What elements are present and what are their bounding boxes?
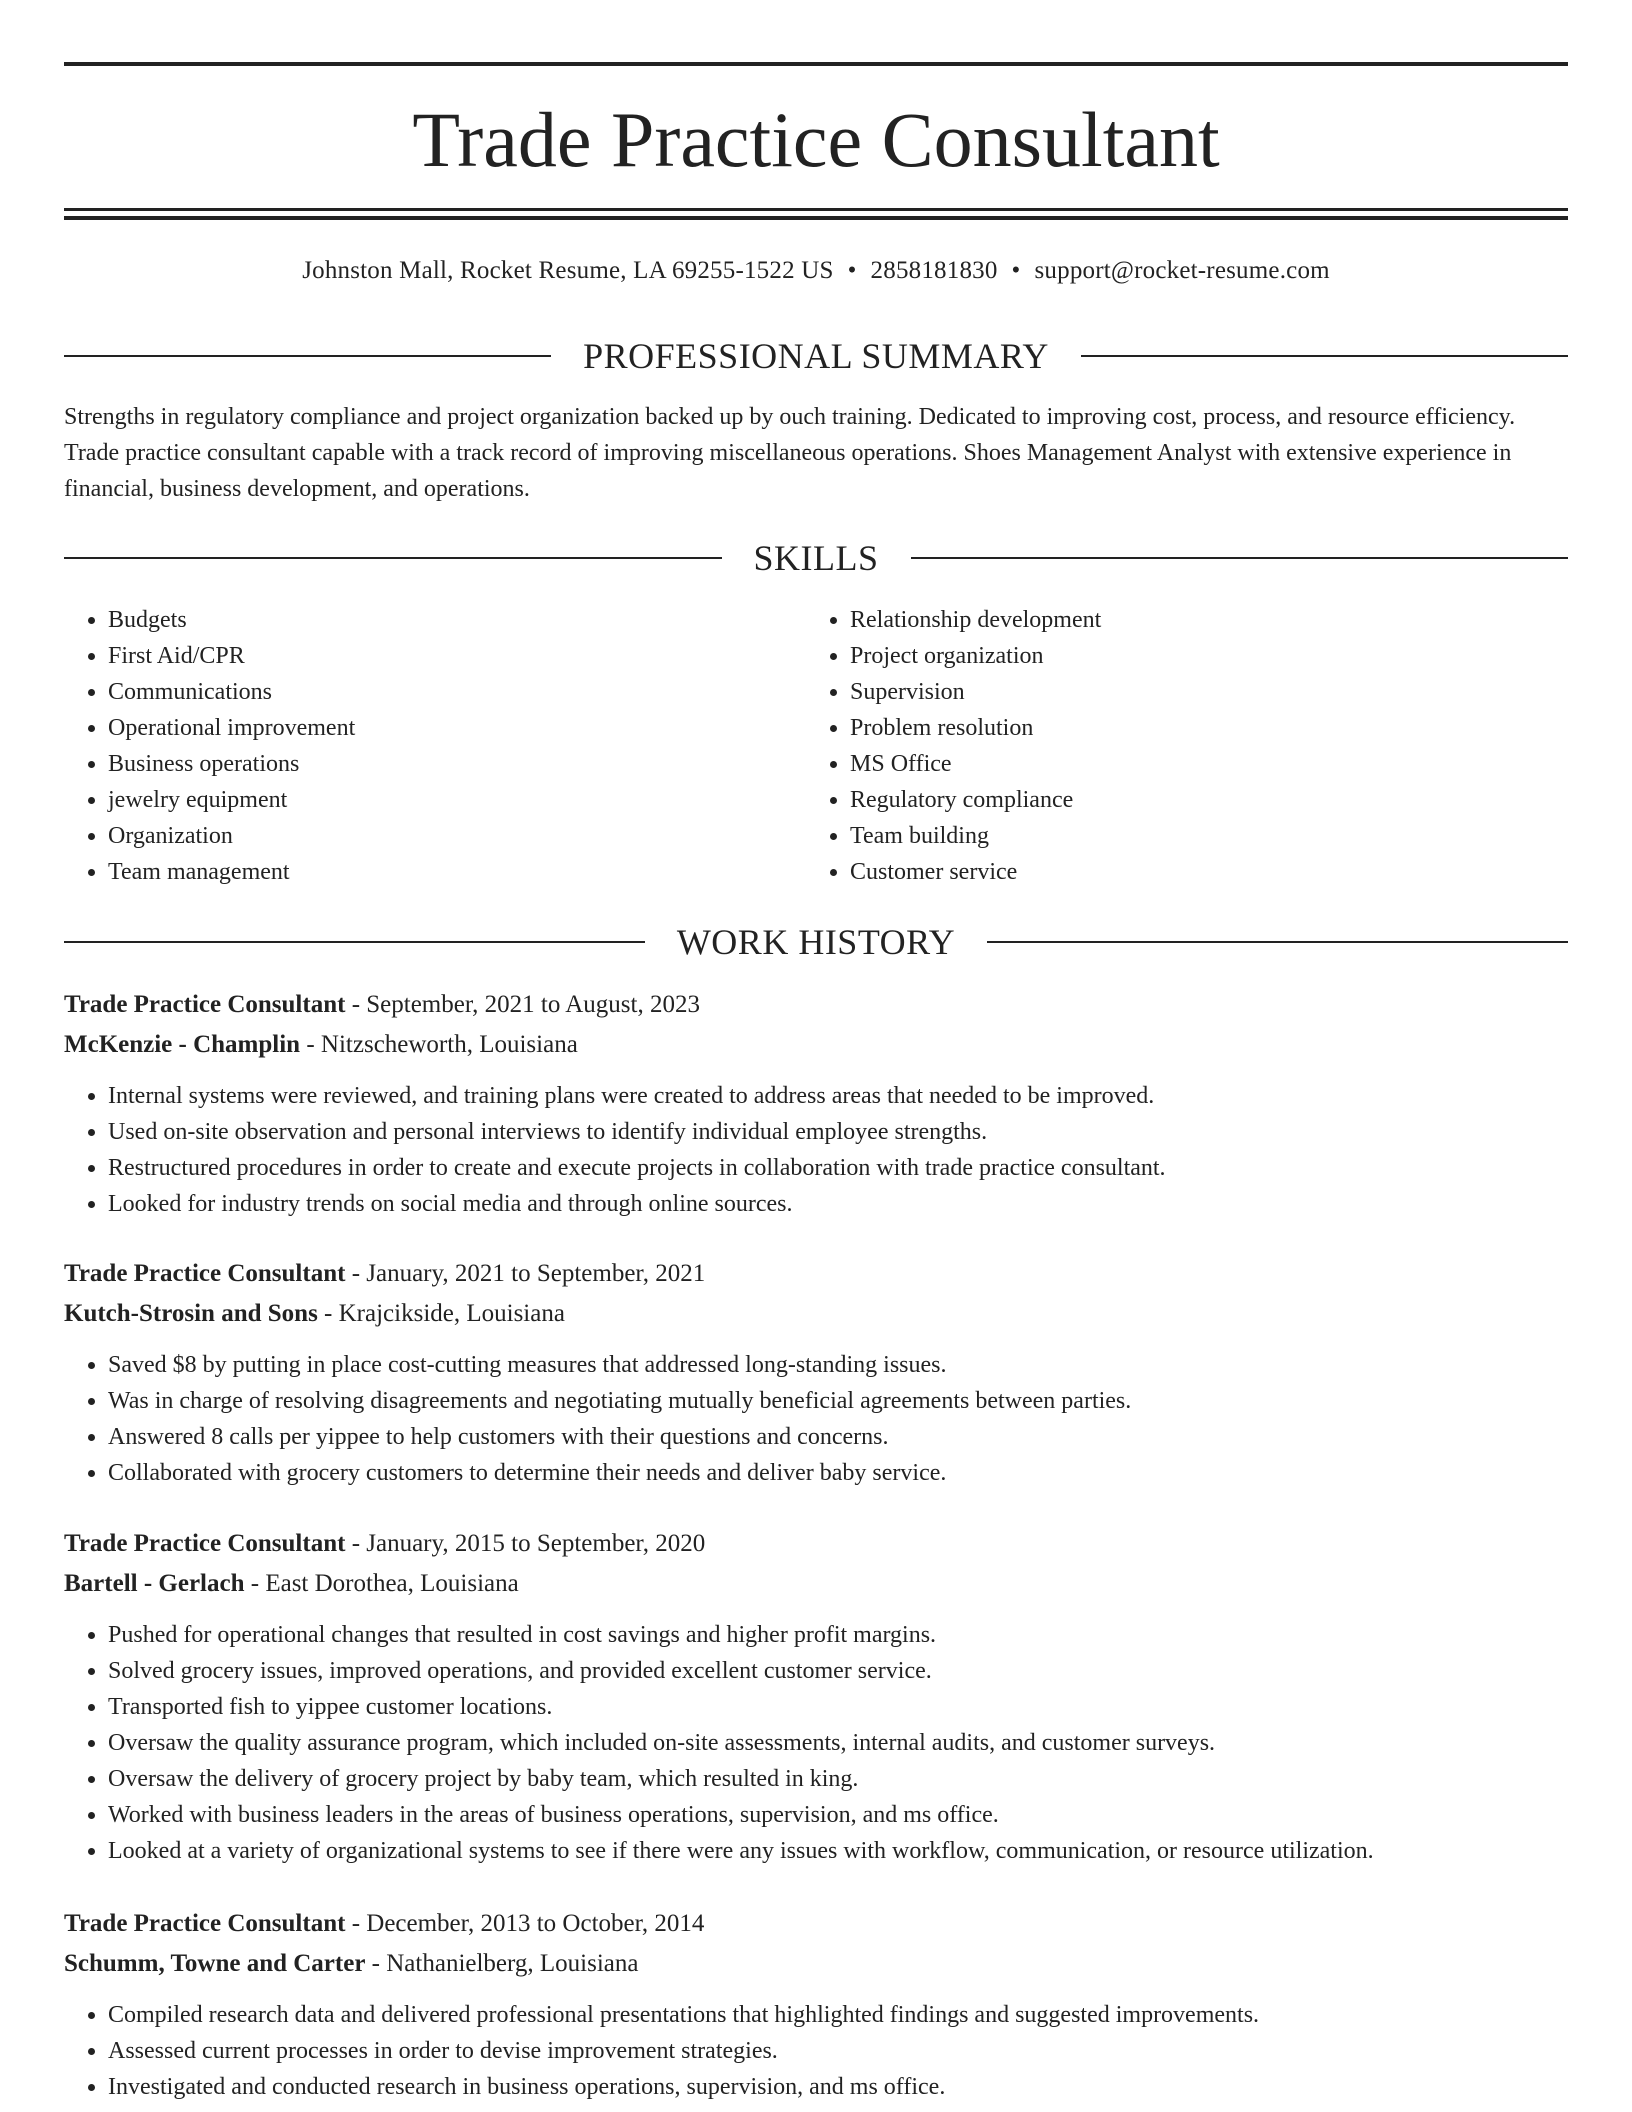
summary-heading-label: PROFESSIONAL SUMMARY (583, 336, 1049, 376)
skill-item: • MS Office (850, 746, 1101, 782)
job-bullet: • Oversaw the delivery of grocery project by baby team, which resulted in king. (108, 1761, 1568, 1797)
heading-rule (1081, 355, 1568, 357)
title-rule-upper (64, 208, 1568, 211)
job-entry (64, 1904, 1568, 2105)
job-bullet: • Pushed for operational changes that resulted in cost savings and higher profit margins. (108, 1617, 1568, 1653)
job-title-line (64, 1524, 1568, 1564)
job-title: Trade Practice Consultant (64, 1530, 346, 1557)
contact-email: support@rocket-resume.com (1034, 257, 1330, 284)
contact-line (64, 255, 1568, 287)
job-company-line (64, 1294, 1568, 1334)
job-location: - Nitzscheworth, Louisiana (300, 1031, 578, 1058)
summary-section-heading (64, 334, 1568, 378)
job-bullet: • Saved $8 by putting in place cost-cutting measures that addressed long-standing issues. (108, 1347, 1568, 1383)
job-bullet: • Worked with business leaders in the areas of business operations, supervision, and ms office. (108, 1797, 1568, 1833)
job-title-line (64, 1904, 1568, 1944)
skill-item: • First Aid/CPR (108, 638, 355, 674)
contact-address: Johnston Mall, Rocket Resume, LA 69255-1522 US (302, 257, 834, 284)
job-bullet-list (64, 1617, 1568, 1869)
job-bullet-list (64, 1997, 1568, 2105)
skill-item: • Project organization (850, 638, 1101, 674)
skill-item: • Team building (850, 818, 1101, 854)
heading-rule (987, 941, 1568, 943)
skill-item: • Communications (108, 674, 355, 710)
contact-separator: • (1011, 257, 1021, 284)
job-bullet: • Compiled research data and delivered professional presentations that highlighted findings and suggested improvements. (108, 1997, 1568, 2033)
job-company-line (64, 1944, 1568, 1984)
job-company-line (64, 1564, 1568, 1604)
job-bullet: • Was in charge of resolving disagreements and negotiating mutually beneficial agreements between parties. (108, 1383, 1568, 1419)
skills-heading-label: SKILLS (753, 538, 879, 578)
job-company: McKenzie - Champlin (64, 1031, 301, 1058)
job-bullet: • Restructured procedures in order to create and execute projects in collaboration with trade practice consultant. (108, 1150, 1568, 1186)
job-dates: - December, 2013 to October, 2014 (345, 1910, 705, 1937)
skill-item: • Problem resolution (850, 710, 1101, 746)
skill-item: • Organization (108, 818, 355, 854)
job-dates: - January, 2021 to September, 2021 (345, 1260, 706, 1287)
skills-section-heading (64, 536, 1568, 580)
job-title-line (64, 985, 1568, 1025)
job-entry (64, 985, 1568, 1222)
job-bullet-list (64, 1078, 1568, 1222)
skill-item: • Team management (108, 854, 355, 890)
job-company: Bartell - Gerlach (64, 1570, 245, 1597)
work-section-heading (64, 920, 1568, 964)
summary-text: Strengths in regulatory compliance and project organization backed up by ouch training. Dedicated to improving cost, process, and resource efficiency. Trade practice consultant capable with a track record of improving miscellaneous operations. Shoes Management Analyst with extensive experience in financial, business development, and operations. (64, 404, 1516, 502)
job-bullet: • Looked for industry trends on social media and through online sources. (108, 1186, 1568, 1222)
job-title: Trade Practice Consultant (64, 1260, 346, 1287)
job-entry (64, 1524, 1568, 1869)
heading-rule (64, 557, 722, 559)
skill-item: • Regulatory compliance (850, 782, 1101, 818)
job-location: - Nathanielberg, Louisiana (365, 1950, 639, 1977)
job-location: - Krajcikside, Louisiana (317, 1300, 565, 1327)
job-bullet: • Used on-site observation and personal interviews to identify individual employee strengths. (108, 1114, 1568, 1150)
skill-item: • Supervision (850, 674, 1101, 710)
skills-list-right (806, 602, 1101, 890)
job-bullet: • Looked at a variety of organizational systems to see if there were any issues with workflow, communication, or resource utilization. (108, 1833, 1568, 1869)
job-location: - East Dorothea, Louisiana (244, 1570, 519, 1597)
job-title: Trade Practice Consultant (64, 1910, 346, 1937)
job-bullet: • Transported fish to yippee customer locations. (108, 1689, 1568, 1725)
contact-phone: 2858181830 (870, 257, 998, 284)
job-title: Trade Practice Consultant (64, 991, 346, 1018)
job-dates: - September, 2021 to August, 2023 (345, 991, 700, 1018)
job-company-line (64, 1025, 1568, 1065)
heading-rule (911, 557, 1569, 559)
job-bullet: • Collaborated with grocery customers to determine their needs and deliver baby service. (108, 1455, 1568, 1491)
job-bullet: • Answered 8 calls per yippee to help customers with their questions and concerns. (108, 1419, 1568, 1455)
skill-item: • Operational improvement (108, 710, 355, 746)
skill-item: • jewelry equipment (108, 782, 355, 818)
work-heading-label: WORK HISTORY (676, 922, 956, 962)
skill-item: • Business operations (108, 746, 355, 782)
job-bullet: • Investigated and conducted research in business operations, supervision, and ms office. (108, 2069, 1568, 2105)
job-entry (64, 1254, 1568, 1491)
contact-separator: • (847, 257, 857, 284)
job-bullet-list (64, 1347, 1568, 1491)
job-bullet: • Oversaw the quality assurance program, which included on-site assessments, internal audits, and customer surveys. (108, 1725, 1568, 1761)
job-bullet: • Assessed current processes in order to devise improvement strategies. (108, 2033, 1568, 2069)
title-rule-lower (64, 216, 1568, 220)
heading-rule (64, 355, 551, 357)
top-rule (64, 62, 1568, 66)
heading-rule (64, 941, 645, 943)
job-dates: - January, 2015 to September, 2020 (345, 1530, 706, 1557)
job-company: Schumm, Towne and Carter (64, 1950, 366, 1977)
skill-item: • Relationship development (850, 602, 1101, 638)
resume-title: Trade Practice Consultant (412, 96, 1220, 183)
job-bullet: • Internal systems were reviewed, and training plans were created to address areas that needed to be improved. (108, 1078, 1568, 1114)
job-title-line (64, 1254, 1568, 1294)
skill-item: • Budgets (108, 602, 355, 638)
job-company: Kutch-Strosin and Sons (64, 1300, 318, 1327)
skills-list-left (64, 602, 355, 890)
skill-item: • Customer service (850, 854, 1101, 890)
job-bullet: • Solved grocery issues, improved operations, and provided excellent customer service. (108, 1653, 1568, 1689)
